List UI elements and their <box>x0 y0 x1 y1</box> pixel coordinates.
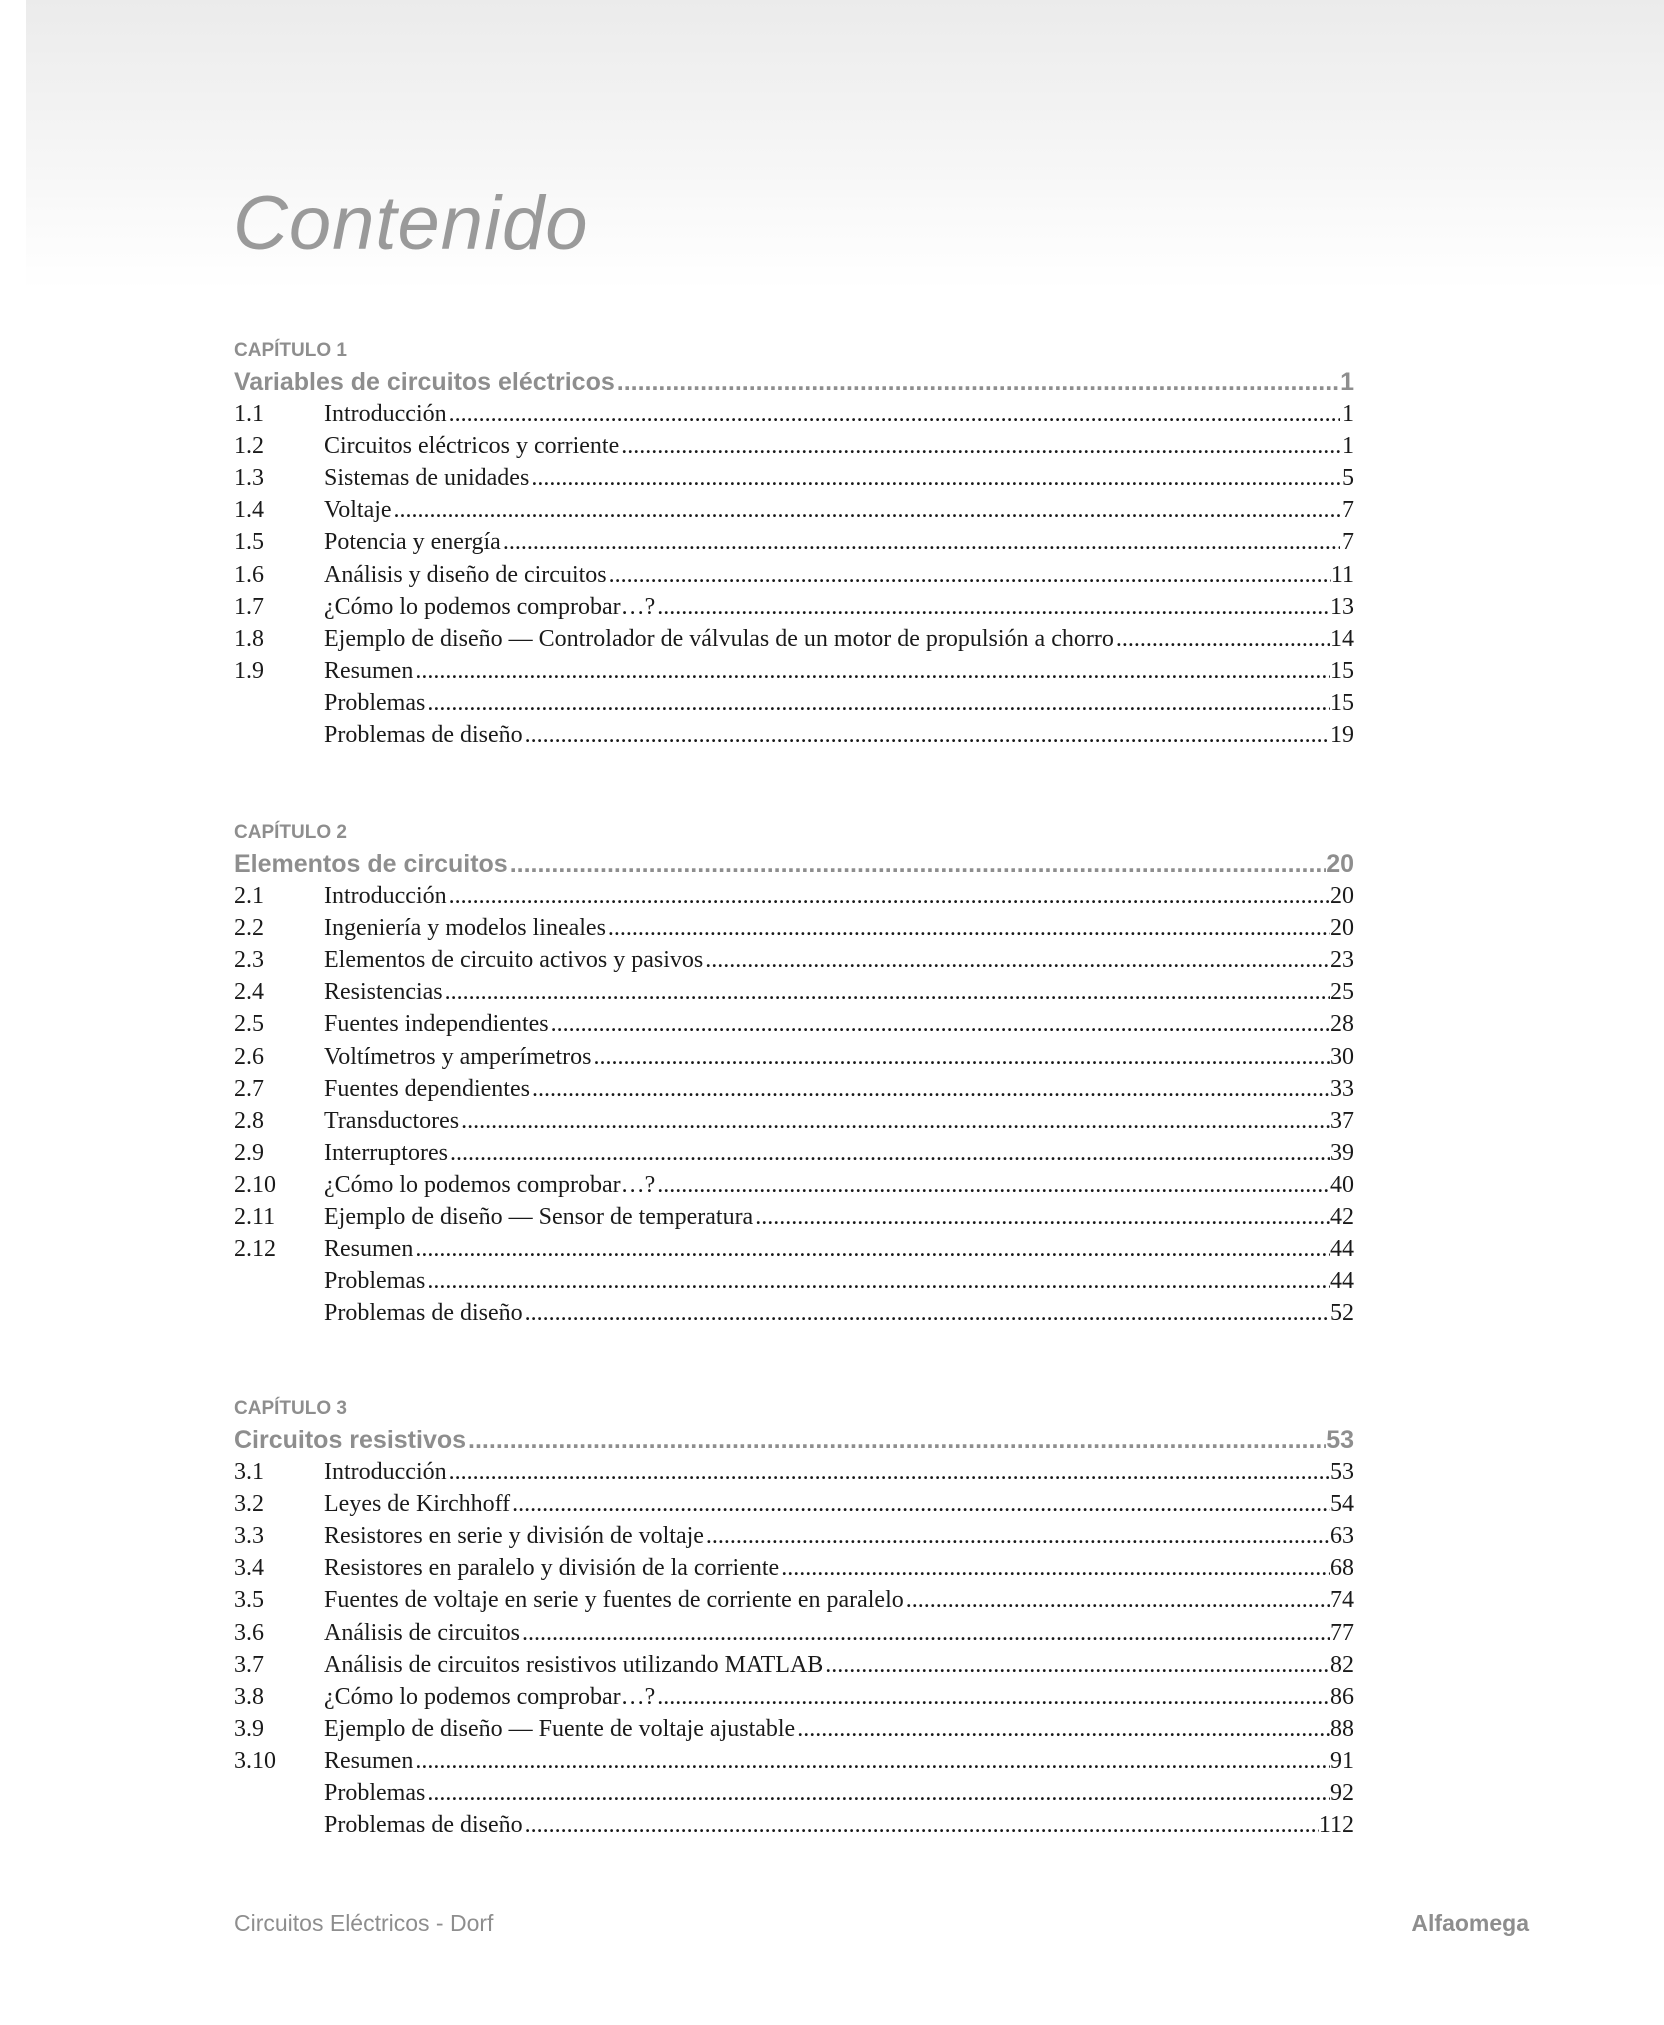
toc-entry[interactable] <box>234 1201 1354 1233</box>
dot-leader <box>655 591 1330 623</box>
section-page-number: 14 <box>1330 625 1354 652</box>
section-title: Introducción <box>324 401 447 428</box>
section-page-number: 53 <box>1330 1459 1354 1486</box>
section-title: Fuentes independientes <box>324 1011 549 1038</box>
dot-leader <box>413 1233 1330 1265</box>
section-title: Ejemplo de diseño — Sensor de temperatura <box>324 1204 754 1231</box>
toc-entry[interactable] <box>234 1137 1354 1169</box>
section-title: Circuitos eléctricos y corriente <box>324 433 620 460</box>
section-page-number: 42 <box>1330 1204 1354 1231</box>
section-title: Ingeniería y modelos lineales <box>324 915 606 942</box>
section-page-number: 1 <box>1342 401 1354 428</box>
toc-entry[interactable] <box>234 623 1354 655</box>
section-page-number: 63 <box>1330 1523 1354 1550</box>
section-title: Resistores en serie y división de voltaje <box>324 1523 704 1550</box>
chapter-title: Variables de circuitos eléctricos <box>234 368 615 396</box>
section-page-number: 19 <box>1330 722 1354 749</box>
toc-entry[interactable] <box>234 1297 1354 1329</box>
toc-entry[interactable] <box>234 1041 1354 1073</box>
section-page-number: 68 <box>1330 1555 1354 1582</box>
section-title: ¿Cómo lo podemos comprobar…? <box>324 1683 656 1710</box>
section-page-number: 52 <box>1330 1300 1354 1327</box>
dot-leader <box>447 880 1330 912</box>
section-title: Voltímetros y amperímetros <box>324 1043 592 1070</box>
dot-leader <box>530 1073 1330 1105</box>
toc-entry[interactable] <box>234 1584 1354 1616</box>
toc-entry[interactable] <box>234 912 1354 944</box>
section-title: Problemas <box>324 1268 426 1295</box>
section-title: Voltaje <box>324 497 392 524</box>
section-number: 3.9 <box>234 1715 264 1742</box>
section-page-number: 23 <box>1330 947 1354 974</box>
section-page-number: 33 <box>1330 1075 1354 1102</box>
section-number: 1.5 <box>234 529 264 556</box>
dot-leader <box>615 366 1340 398</box>
toc-entry[interactable] <box>234 1456 1354 1488</box>
section-number: 1.3 <box>234 465 264 492</box>
dot-leader <box>607 559 1331 591</box>
section-page-number: 13 <box>1330 593 1354 620</box>
section-page-number: 112 <box>1318 1812 1354 1839</box>
section-title: Introducción <box>324 1459 447 1486</box>
section-number: 1.2 <box>234 433 264 460</box>
dot-leader <box>501 526 1340 558</box>
chapter-page-number: 20 <box>1326 850 1354 878</box>
toc-entry[interactable] <box>234 1681 1354 1713</box>
section-page-number: 77 <box>1330 1619 1354 1646</box>
chapter-label: CAPÍTULO 3 <box>234 1398 347 1419</box>
section-page-number: 7 <box>1342 529 1354 556</box>
dot-leader <box>529 462 1340 494</box>
section-number: 3.7 <box>234 1651 264 1678</box>
dot-leader <box>413 1745 1330 1777</box>
section-page-number: 7 <box>1342 497 1354 524</box>
section-number: 3.2 <box>234 1491 264 1518</box>
section-title: Resistencias <box>324 979 443 1006</box>
dot-leader <box>459 1105 1330 1137</box>
section-number: 3.1 <box>234 1459 264 1486</box>
footer-publisher: Alfaomega <box>1411 1910 1529 1936</box>
chapter-title: Elementos de circuitos <box>234 850 508 878</box>
section-title: Problemas <box>324 1780 426 1807</box>
section-page-number: 25 <box>1330 979 1354 1006</box>
section-page-number: 5 <box>1342 465 1354 492</box>
dot-leader <box>795 1713 1330 1745</box>
dot-leader <box>425 1777 1330 1809</box>
section-page-number: 15 <box>1330 689 1354 716</box>
toc-entry[interactable] <box>234 1649 1354 1681</box>
dot-leader <box>520 1617 1330 1649</box>
dot-leader <box>523 719 1330 751</box>
section-page-number: 30 <box>1330 1043 1354 1070</box>
toc-entry[interactable] <box>234 1552 1354 1584</box>
toc-entry[interactable] <box>234 1520 1354 1552</box>
dot-leader <box>549 1008 1330 1040</box>
section-title: Resistores en paralelo y división de la corriente <box>324 1555 780 1582</box>
section-number: 2.7 <box>234 1075 264 1102</box>
section-title: Análisis de circuitos <box>324 1619 520 1646</box>
section-title: Resumen <box>324 1747 414 1774</box>
toc-entry[interactable] <box>234 1008 1354 1040</box>
toc-entry[interactable] <box>234 526 1354 558</box>
toc-entry[interactable] <box>234 1713 1354 1745</box>
chapter-section <box>234 818 1354 1329</box>
section-number: 2.6 <box>234 1043 264 1070</box>
section-page-number: 86 <box>1330 1683 1354 1710</box>
section-number: 2.1 <box>234 883 264 910</box>
section-page-number: 20 <box>1330 883 1354 910</box>
dot-leader <box>703 944 1330 976</box>
section-page-number: 1 <box>1342 433 1354 460</box>
dot-leader <box>425 687 1330 719</box>
toc-entry[interactable] <box>234 591 1354 623</box>
section-page-number: 40 <box>1330 1171 1354 1198</box>
toc-entry[interactable] <box>234 1777 1354 1809</box>
toc-entry[interactable] <box>234 1169 1354 1201</box>
section-page-number: 37 <box>1330 1107 1354 1134</box>
toc-entry[interactable] <box>234 1233 1354 1265</box>
dot-leader <box>779 1552 1330 1584</box>
section-title: Ejemplo de diseño — Fuente de voltaje ajustable <box>324 1715 796 1742</box>
section-number: 2.9 <box>234 1139 264 1166</box>
section-number: 2.4 <box>234 979 264 1006</box>
section-number: 1.7 <box>234 593 264 620</box>
dot-leader <box>823 1649 1330 1681</box>
chapter-title: Circuitos resistivos <box>234 1426 467 1454</box>
dot-leader <box>425 1265 1330 1297</box>
dot-leader <box>523 1809 1319 1841</box>
section-number: 2.2 <box>234 915 264 942</box>
dot-leader <box>508 848 1326 880</box>
section-number: 3.5 <box>234 1587 264 1614</box>
toc-entry[interactable] <box>234 1488 1354 1520</box>
toc-entry[interactable] <box>234 398 1354 430</box>
dot-leader <box>466 1424 1326 1456</box>
section-page-number: 88 <box>1330 1715 1354 1742</box>
section-page-number: 82 <box>1330 1651 1354 1678</box>
section-number: 1.9 <box>234 657 264 684</box>
dot-leader <box>447 1456 1330 1488</box>
toc-entry[interactable] <box>234 687 1354 719</box>
section-page-number: 39 <box>1330 1139 1354 1166</box>
toc-entry[interactable] <box>234 976 1354 1008</box>
section-title: Interruptores <box>324 1139 448 1166</box>
chapter-title-row[interactable] <box>234 1424 1354 1456</box>
section-title: ¿Cómo lo podemos comprobar…? <box>324 1171 656 1198</box>
section-number: 1.8 <box>234 625 264 652</box>
section-number: 1.4 <box>234 497 264 524</box>
section-page-number: 15 <box>1330 657 1354 684</box>
section-number: 2.3 <box>234 947 264 974</box>
section-page-number: 92 <box>1330 1780 1354 1807</box>
dot-leader <box>606 912 1330 944</box>
toc-entry[interactable] <box>234 559 1354 591</box>
toc-entry[interactable] <box>234 430 1354 462</box>
chapter-section <box>234 1394 1354 1841</box>
chapter-page-number: 1 <box>1340 368 1354 396</box>
section-number: 3.10 <box>234 1747 276 1774</box>
section-page-number: 44 <box>1330 1236 1354 1263</box>
dot-leader <box>392 494 1340 526</box>
section-number: 3.3 <box>234 1523 264 1550</box>
section-title: Resumen <box>324 1236 414 1263</box>
section-page-number: 91 <box>1330 1747 1354 1774</box>
dot-leader <box>448 1137 1330 1169</box>
dot-leader <box>753 1201 1330 1233</box>
section-number: 3.8 <box>234 1683 264 1710</box>
section-number: 2.8 <box>234 1107 264 1134</box>
dot-leader <box>704 1520 1330 1552</box>
section-number: 1.6 <box>234 561 264 588</box>
toc-entry[interactable] <box>234 719 1354 751</box>
toc-entry[interactable] <box>234 462 1354 494</box>
section-title: Análisis y diseño de circuitos <box>324 561 607 588</box>
chapter-page-number: 53 <box>1326 1426 1354 1454</box>
section-title: Transductores <box>324 1107 460 1134</box>
dot-leader <box>413 655 1330 687</box>
footer-book-title: Circuitos Eléctricos - Dorf <box>234 1910 494 1936</box>
toc-entry[interactable] <box>234 655 1354 687</box>
section-number: 2.11 <box>234 1204 276 1231</box>
toc-entry[interactable] <box>234 1265 1354 1297</box>
chapter-title-row[interactable] <box>234 848 1354 880</box>
chapter-label: CAPÍTULO 1 <box>234 340 347 361</box>
section-title: ¿Cómo lo podemos comprobar…? <box>324 593 656 620</box>
section-number: 3.4 <box>234 1555 264 1582</box>
page-title: Contenido <box>233 181 589 266</box>
section-title: Resumen <box>324 657 414 684</box>
section-title: Ejemplo de diseño — Controlador de válvulas de un motor de propulsión a chorro <box>324 625 1114 652</box>
dot-leader <box>447 398 1340 430</box>
section-title: Introducción <box>324 883 447 910</box>
dot-leader <box>655 1169 1330 1201</box>
section-page-number: 28 <box>1330 1011 1354 1038</box>
section-title: Problemas <box>324 689 426 716</box>
toc-entry[interactable] <box>234 880 1354 912</box>
toc-entry[interactable] <box>234 1617 1354 1649</box>
dot-leader <box>443 976 1330 1008</box>
section-page-number: 44 <box>1330 1268 1354 1295</box>
dot-leader <box>510 1488 1330 1520</box>
section-title: Elementos de circuito activos y pasivos <box>324 947 704 974</box>
chapter-section <box>234 336 1354 751</box>
section-number: 3.6 <box>234 1619 264 1646</box>
dot-leader <box>655 1681 1330 1713</box>
toc-entry[interactable] <box>234 1745 1354 1777</box>
section-number: 1.1 <box>234 401 264 428</box>
dot-leader <box>1114 623 1330 655</box>
section-page-number: 11 <box>1330 561 1354 588</box>
section-title: Problemas de diseño <box>324 722 523 749</box>
toc-entry[interactable] <box>234 944 1354 976</box>
dot-leader <box>592 1041 1330 1073</box>
toc-entry[interactable] <box>234 1073 1354 1105</box>
section-number: 2.10 <box>234 1171 276 1198</box>
section-number: 2.12 <box>234 1236 276 1263</box>
chapter-label: CAPÍTULO 2 <box>234 822 347 843</box>
toc-entry[interactable] <box>234 1105 1354 1137</box>
section-number: 2.5 <box>234 1011 264 1038</box>
chapter-title-row[interactable] <box>234 366 1354 398</box>
section-title: Leyes de Kirchhoff <box>324 1491 511 1518</box>
section-page-number: 20 <box>1330 915 1354 942</box>
dot-leader <box>904 1584 1330 1616</box>
section-page-number: 74 <box>1330 1587 1354 1614</box>
section-page-number: 54 <box>1330 1491 1354 1518</box>
section-title: Fuentes dependientes <box>324 1075 530 1102</box>
section-title: Potencia y energía <box>324 529 501 556</box>
toc-entry[interactable] <box>234 1809 1354 1841</box>
dot-leader <box>619 430 1340 462</box>
dot-leader <box>523 1297 1330 1329</box>
section-title: Problemas de diseño <box>324 1300 523 1327</box>
section-title: Análisis de circuitos resistivos utilizando MATLAB <box>324 1651 824 1678</box>
section-title: Sistemas de unidades <box>324 465 530 492</box>
section-title: Fuentes de voltaje en serie y fuentes de corriente en paralelo <box>324 1587 904 1614</box>
toc-entry[interactable] <box>234 494 1354 526</box>
section-title: Problemas de diseño <box>324 1812 523 1839</box>
